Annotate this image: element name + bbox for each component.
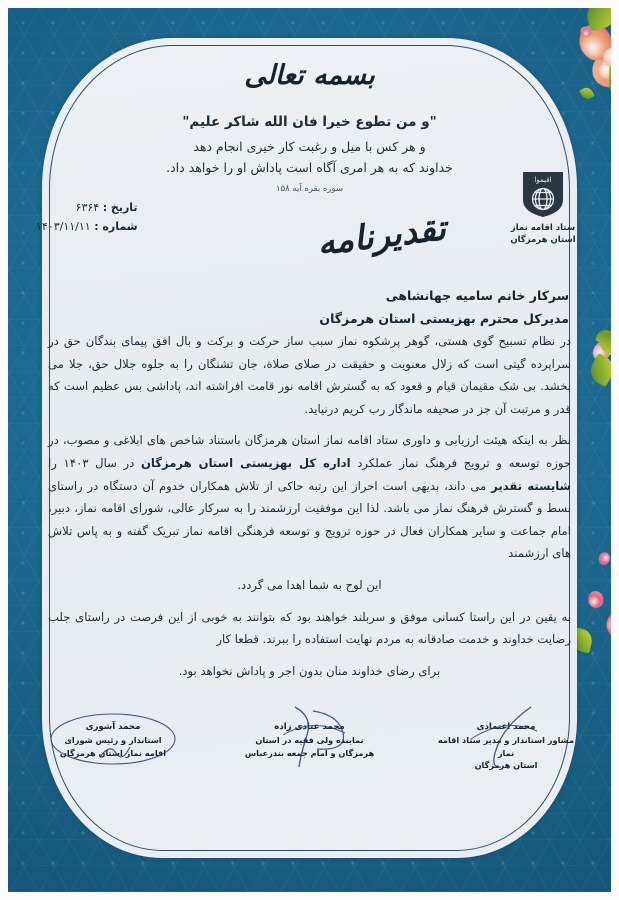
number-label: شماره : xyxy=(94,220,138,234)
signature-director-name: محمد اعتمادی xyxy=(476,721,536,732)
recipient-block xyxy=(319,284,569,330)
quran-verse-translation-line1: و هر کس با میل و رغبت کار خیری انجام دهد xyxy=(193,139,426,154)
signature-director-title-line2: استان هرمزگان xyxy=(474,760,538,771)
signature-friday-imam-title-line2: هرمزگان و امام جمعه بندرعباس xyxy=(244,747,375,758)
date-label: تاریخ : xyxy=(102,201,138,214)
body-paragraph-2 xyxy=(48,429,571,565)
bismillah-calligraphy: بسمه تعالی xyxy=(244,60,375,91)
certificate-content xyxy=(8,8,611,892)
globe-shield-logo-icon xyxy=(520,168,566,218)
logo-caption-line2: استان هرمزگان xyxy=(510,235,576,246)
certificate-title: تقدیرنامه xyxy=(315,208,448,264)
signature-governor xyxy=(38,715,188,760)
date-row xyxy=(36,198,138,217)
signature-friday-imam-name: محمد عبادی زاده xyxy=(274,721,345,732)
body-p2-part-b: در سال ۱۴۰۳ را xyxy=(48,455,141,470)
body-p2-bold-organization: اداره کل بهزیستی استان هرمزگان xyxy=(141,455,351,470)
body-paragraph-3: به یقین در این راستا کسانی موفق و سربلند خواهند بود که بتوانند به خوبی از این فرصت در راستای جلب رضایت خداوند و خدمت صادقانه به مردم نهایت استفاده را ببرند. قطعا کار xyxy=(48,609,571,647)
document-meta xyxy=(36,198,138,237)
number-value: ۱۴۰۳/۱۱/۱۱ xyxy=(36,220,91,234)
signature-friday-imam xyxy=(235,715,385,760)
signature-director-title-line1: مشاور استاندار و مدیر ستاد اقامه نماز xyxy=(437,734,575,758)
number-row xyxy=(36,217,138,236)
quran-verse-arabic: "و من تطوع خیرا فان الله شاکر علیم" xyxy=(182,114,437,130)
recipient-name: سرکار خانم سامیه جهانشاهی xyxy=(385,288,569,303)
signature-prayer-office-director xyxy=(431,715,581,772)
signature-friday-imam-title-line1: نماینده ولی فقیه در استان xyxy=(255,734,364,745)
certificate-body xyxy=(48,330,571,691)
logo-caption-line1: ستاد اقامه نماز xyxy=(510,223,576,233)
body-p2-part-c: می داند، بدیهی است احراز این رتبه حاکی از تلاش همکاران خدوم آن دستگاه در راستای بسط و گسترش فرهنگ نماز می باشد. لذا این موفقیت ارزشمند را به سرکار عالی، شورای اقامه نماز، دبیر، امام جماعت و سایر همکاران فعال در حوزه ترویج و توسعه فرهنگی اقامه نماز تبریک گفته و به پاس تلاش های ارزشمند xyxy=(48,478,571,561)
quran-verse-reference: سوره بقره آیه ۱۵۸ xyxy=(276,184,343,194)
date-value: ۶۳۶۴ xyxy=(75,201,100,214)
body-paragraph-2-closing: این لوح به شما اهدا می گردد. xyxy=(237,577,382,592)
body-p2-bold-rank: شایسته تقدیر xyxy=(491,478,571,493)
quran-verse-translation-line2: خداوند که به هر امری آگاه است پاداش او را خواهد داد. xyxy=(166,160,453,175)
organization-logo-block xyxy=(497,168,589,247)
svg-text:اقيموا: اقيموا xyxy=(534,176,552,184)
body-paragraph-3-closing: برای رضای خداوند منان بدون اجر و پاداش نخواهد بود. xyxy=(178,663,441,678)
certificate-sheet xyxy=(8,8,611,892)
signature-governor-name: محمد آشوری xyxy=(85,721,141,732)
body-paragraph-1: در نظام تسبیح گوی هستی، گوهر پرشکوه نماز سبب ساز حرکت و برکت و بال افق پیمای بندگان حق در سراپرده گیتی است که زلال معنویت و حقیقت در صلای صلاة، جان تشنگان را به جلوه جلال حق، جلا می بخشد. بی شک مقیمان قیام و قعود که به گسترش اقامه نور قامت افراشته اند، پاداشی بس عظیم است که قدر و مرتبت آن جز در صحیفه ماندگار رب کریم درنیاید. xyxy=(48,334,571,416)
logo-caption xyxy=(497,222,589,247)
recipient-title: مدیرکل محترم بهزیستی استان هرمزگان xyxy=(319,311,569,327)
signature-governor-title-line1: استاندار و رئیس شورای xyxy=(64,734,162,745)
signature-row xyxy=(38,715,581,772)
body-p2-part-a: نظر به اینکه هیئت ارزیابی و داوری ستاد اقامه نماز استان هرمزگان باستناد شاخص های ابلاغی و مصوب، در حوزه توسعه و ترویج فرهنگ نماز عملکرد xyxy=(48,433,571,470)
signature-governor-title-line2: اقامه نماز استان هرمزگان xyxy=(59,747,167,758)
